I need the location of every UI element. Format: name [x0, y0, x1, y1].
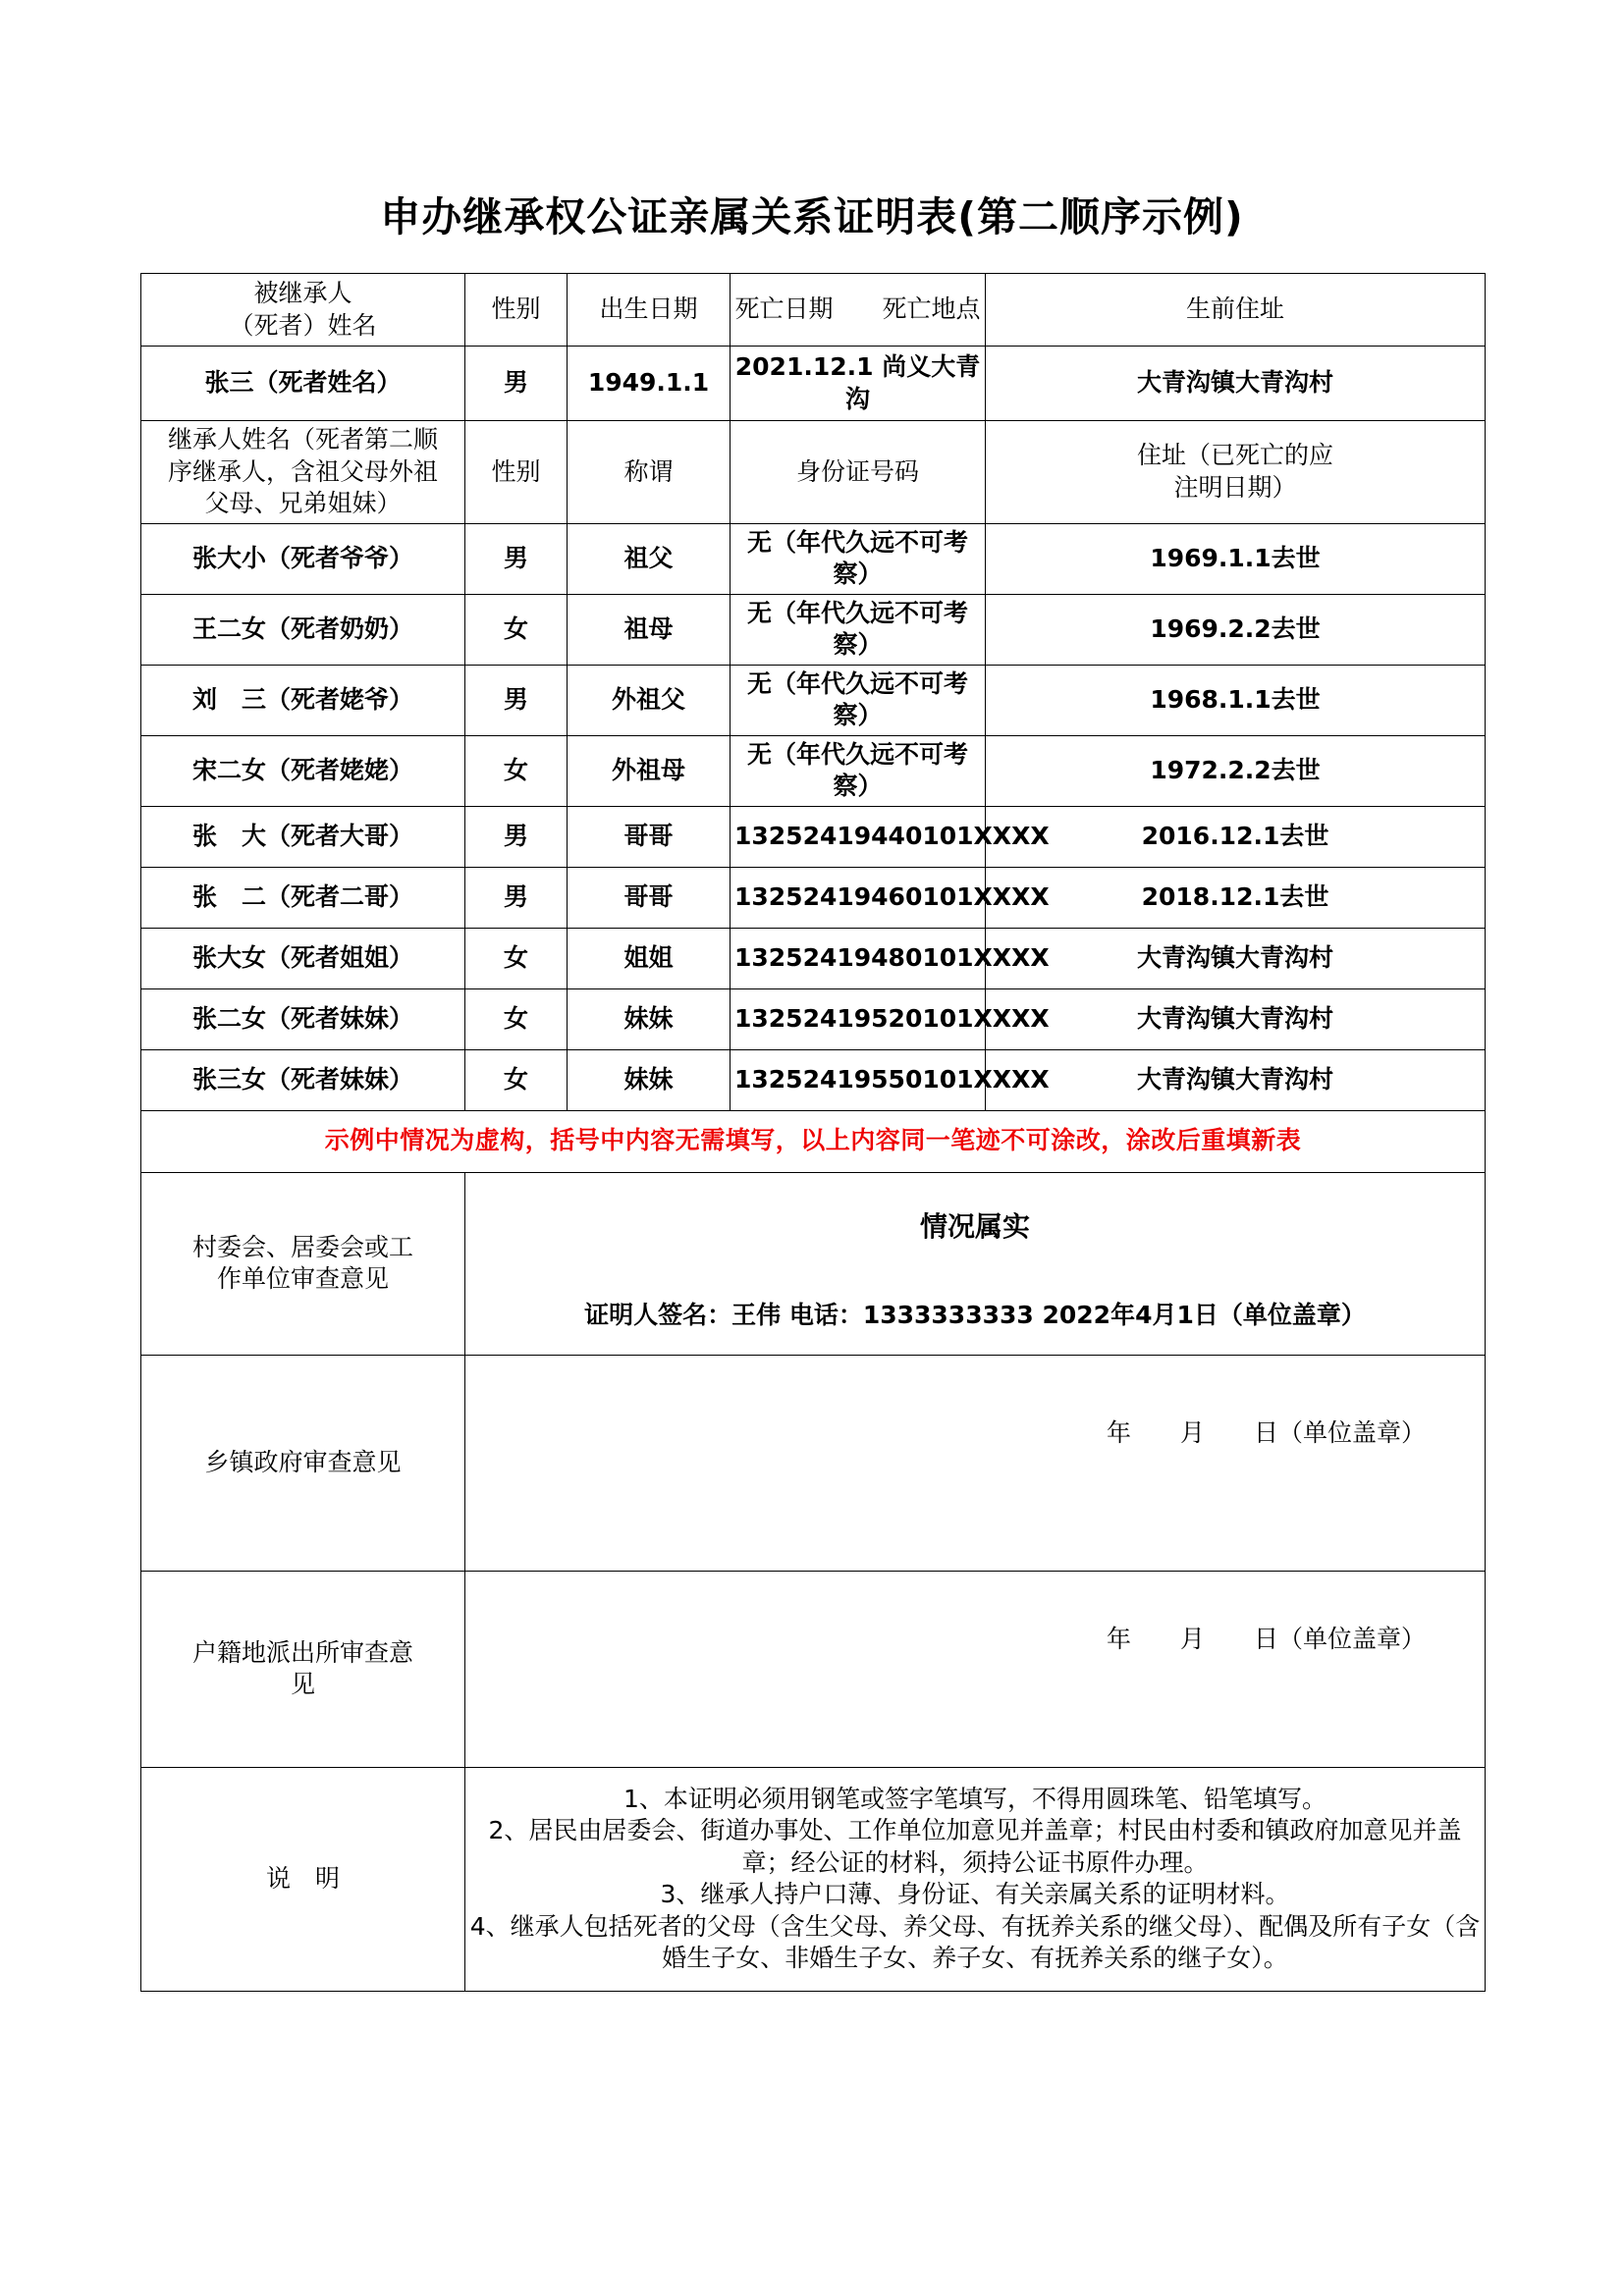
heir-gender: 男	[465, 523, 568, 594]
heir-id-number: 13252419550101XXXX	[731, 1049, 986, 1110]
table-row	[141, 665, 1486, 735]
table-row	[141, 735, 1486, 806]
heir-address: 1972.2.2去世	[986, 735, 1486, 806]
header-deceased-name-line2: （死者）姓名	[229, 310, 377, 340]
header-heir-name	[141, 421, 465, 524]
heir-gender: 女	[465, 735, 568, 806]
notes-body	[465, 1767, 1486, 1991]
heir-name: 张三女（死者妹妹）	[141, 1049, 465, 1110]
heir-id-number: 无（年代久远不可考察）	[731, 523, 986, 594]
heir-address: 1969.1.1去世	[986, 523, 1486, 594]
heir-name: 刘 三（死者姥爷）	[141, 665, 465, 735]
header-heir-gender: 性别	[465, 421, 568, 524]
heir-gender: 男	[465, 867, 568, 928]
heir-id-number: 13252419440101XXXX	[731, 806, 986, 867]
header-heir-name-line1: 继承人姓名（死者第二顺	[167, 425, 438, 454]
village-committee-label	[141, 1172, 465, 1355]
table-row	[141, 928, 1486, 988]
note-item: 2、居民由居委会、街道办事处、工作单位加意见并盖章；村民由村委和镇政府加意见并盖章；经公证的材料，须持公证书原件办理。	[488, 1816, 1462, 1877]
header-heir-relation: 称谓	[568, 421, 731, 524]
heir-relation: 祖父	[568, 523, 731, 594]
village-committee-opinion: 情况属实	[919, 1209, 1030, 1243]
township-government-date-stamp: 年 月 日（单位盖章）	[1106, 1417, 1426, 1447]
header-gender: 性别	[465, 274, 568, 347]
village-committee-body[interactable]	[465, 1172, 1486, 1355]
header-death-info: 死亡日期 死亡地点	[731, 274, 986, 347]
village-committee-label-line2: 作单位审查意见	[216, 1264, 389, 1293]
deceased-gender: 男	[465, 347, 568, 421]
heir-relation: 祖母	[568, 594, 731, 665]
village-committee-section	[141, 1172, 1486, 1355]
heir-gender: 女	[465, 928, 568, 988]
heir-relation: 外祖母	[568, 735, 731, 806]
heir-gender: 女	[465, 1049, 568, 1110]
heir-name: 张 二（死者二哥）	[141, 867, 465, 928]
heir-address: 2018.12.1去世	[986, 867, 1486, 928]
heir-gender: 男	[465, 806, 568, 867]
deceased-data-row	[141, 347, 1486, 421]
heir-id-number: 无（年代久远不可考察）	[731, 594, 986, 665]
heir-name: 张二女（死者妹妹）	[141, 988, 465, 1049]
note-item: 4、继承人包括死者的父母（含生父母、养父母、有抚养关系的继父母）、配偶及所有子女（含婚生子女、非婚生子女、养子女、有抚养关系的继子女）。	[469, 1911, 1481, 1972]
deceased-name: 张三（死者姓名）	[141, 347, 465, 421]
heir-relation: 姐姐	[568, 928, 731, 988]
deceased-residence: 大青沟镇大青沟村	[986, 347, 1486, 421]
heir-id-number: 13252419520101XXXX	[731, 988, 986, 1049]
heir-relation: 妹妹	[568, 1049, 731, 1110]
village-committee-signature: 证明人签名：王伟 电话：1333333333 2022年4月1日（单位盖章）	[584, 1300, 1366, 1329]
heir-name: 张大女（死者姐姐）	[141, 928, 465, 988]
table-row	[141, 594, 1486, 665]
heir-gender: 女	[465, 594, 568, 665]
header-heir-address	[986, 421, 1486, 524]
heir-id-number: 13252419480101XXXX	[731, 928, 986, 988]
heir-name: 宋二女（死者姥姥）	[141, 735, 465, 806]
heir-gender: 男	[465, 665, 568, 735]
notes-section	[141, 1767, 1486, 1991]
note-item: 1、本证明必须用钢笔或签字笔填写，不得用圆珠笔、铅笔填写。	[623, 1784, 1326, 1813]
heir-relation: 哥哥	[568, 806, 731, 867]
heir-relation: 哥哥	[568, 867, 731, 928]
police-station-date-stamp: 年 月 日（单位盖章）	[1106, 1624, 1426, 1653]
header-heir-address-line1: 住址（已死亡的应	[1136, 441, 1333, 470]
note-item: 3、继承人持户口薄、身份证、有关亲属关系的证明材料。	[660, 1880, 1290, 1908]
heir-address: 1969.2.2去世	[986, 594, 1486, 665]
heir-relation: 妹妹	[568, 988, 731, 1049]
heir-address: 大青沟镇大青沟村	[986, 1049, 1486, 1110]
police-station-body[interactable]	[465, 1571, 1486, 1767]
table-row	[141, 1049, 1486, 1110]
village-committee-label-line1: 村委会、居委会或工	[191, 1232, 413, 1261]
deceased-death-info: 2021.12.1 尚义大青沟	[731, 347, 986, 421]
township-government-body[interactable]	[465, 1355, 1486, 1571]
heir-id-number: 无（年代久远不可考察）	[731, 665, 986, 735]
heir-address: 大青沟镇大青沟村	[986, 928, 1486, 988]
police-station-label-line2: 见	[290, 1670, 315, 1698]
header-heir-address-line2: 注明日期）	[1173, 472, 1297, 502]
heir-name: 张大小（死者爷爷）	[141, 523, 465, 594]
heir-id-number: 无（年代久远不可考察）	[731, 735, 986, 806]
header-residence: 生前住址	[986, 274, 1486, 347]
police-station-label-line1: 户籍地派出所审查意	[191, 1637, 413, 1667]
deceased-header-row	[141, 274, 1486, 347]
heir-address: 2016.12.1去世	[986, 806, 1486, 867]
heir-address: 1968.1.1去世	[986, 665, 1486, 735]
heir-address: 大青沟镇大青沟村	[986, 988, 1486, 1049]
table-row	[141, 523, 1486, 594]
header-heir-name-line2: 序继承人，含祖父母外祖	[167, 456, 438, 486]
kinship-certificate-table	[140, 273, 1486, 1992]
table-row	[141, 806, 1486, 867]
heir-name: 王二女（死者奶奶）	[141, 594, 465, 665]
heir-relation: 外祖父	[568, 665, 731, 735]
police-station-label	[141, 1571, 465, 1767]
notes-label: 说 明	[141, 1767, 465, 1991]
heir-header-row	[141, 421, 1486, 524]
deceased-birth-date: 1949.1.1	[568, 347, 731, 421]
header-heir-name-line3: 父母、兄弟姐妹）	[204, 489, 402, 517]
heir-name: 张 大（死者大哥）	[141, 806, 465, 867]
township-government-section	[141, 1355, 1486, 1571]
table-row	[141, 988, 1486, 1049]
warning-row	[141, 1110, 1486, 1172]
header-deceased-name	[141, 274, 465, 347]
table-row	[141, 867, 1486, 928]
header-heir-id-number: 身份证号码	[731, 421, 986, 524]
township-government-label: 乡镇政府审查意见	[141, 1355, 465, 1571]
heir-id-number: 13252419460101XXXX	[731, 867, 986, 928]
police-station-section	[141, 1571, 1486, 1767]
warning-text: 示例中情况为虚构，括号中内容无需填写，以上内容同一笔迹不可涂改，涂改后重填新表	[141, 1110, 1486, 1172]
header-birth-date: 出生日期	[568, 274, 731, 347]
heir-gender: 女	[465, 988, 568, 1049]
page-title: 申办继承权公证亲属关系证明表(第二顺序示例)	[380, 193, 1244, 240]
header-deceased-name-line1: 被继承人	[253, 279, 352, 307]
